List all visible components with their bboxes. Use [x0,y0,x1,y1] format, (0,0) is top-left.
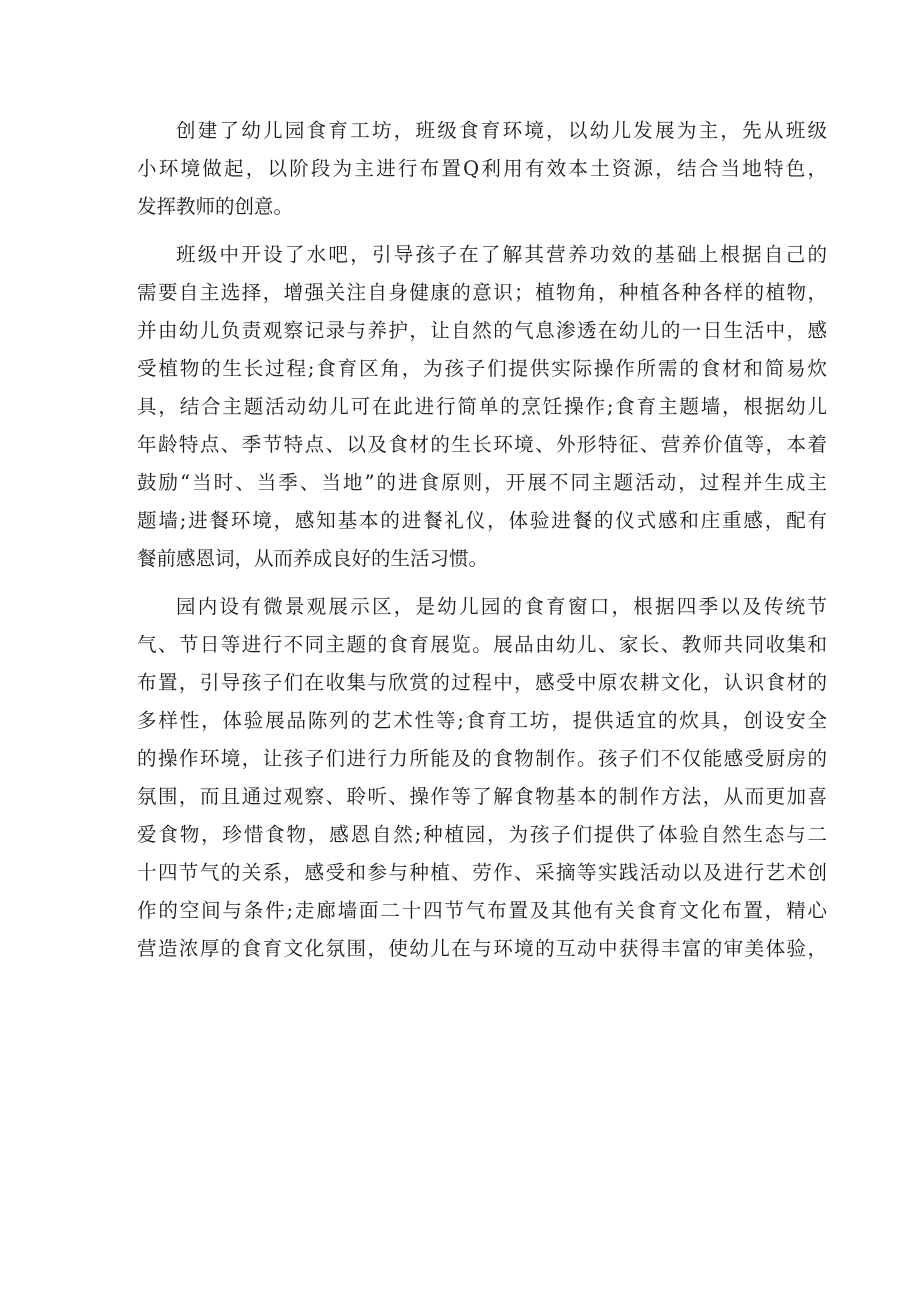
paragraph-line: 鼓励“当时、当季、当地”的进食原则，开展不同主题活动，过程并生成主 [137,471,827,494]
paragraph-line: 作的空间与条件;走廊墙面二十四节气布置及其他有关食育文化布置，精心 [137,899,827,922]
paragraph-line: 年龄特点、季节特点、以及食材的生长环境、外形特征、营养价值等，本着 [137,433,827,456]
paragraph-line: 十四节气的关系，感受和参与种植、劳作、采摘等实践活动以及进行艺术创 [137,861,827,884]
paragraph-line: 发挥教师的创意。 [137,195,294,218]
paragraph-line: 创建了幼儿园食育工坊，班级食育环境，以幼儿发展为主，先从班级 [176,119,827,142]
paragraph-line: 气、节日等进行不同主题的食育展览。展品由幼儿、家长、教师共同收集和 [137,633,827,656]
paragraph-line: 营造浓厚的食育文化氛围，使幼儿在与环境的互动中获得丰富的审美体验， [137,937,827,960]
paragraph-line: 布置，引导孩子们在收集与欣赏的过程中，感受中原农耕文化，认识食材的 [137,671,827,694]
paragraph-1 [137,112,827,226]
paragraph-line: 的操作环境，让孩子们进行力所能及的食物制作。孩子们不仅能感受厨房的 [137,747,827,770]
paragraph-line: 需要自主选择，增强关注自身健康的意识；植物角，种植各种各样的植物， [137,281,827,304]
document-body [137,112,827,968]
paragraph-line: 多样性，体验展品陈列的艺术性等;食育工坊，提供适宜的炊具，创设安全 [137,709,827,732]
paragraph-line: 班级中开设了水吧，引导孩子在了解其营养功效的基础上根据自己的 [176,243,827,266]
paragraph-line: 园内设有微景观展示区，是幼儿园的食育窗口，根据四季以及传统节 [176,595,827,618]
paragraph-line: 小环境做起，以阶段为主进行布置Q利用有效本土资源，结合当地特色， [137,157,827,180]
paragraph-line: 题墙;进餐环境，感知基本的进餐礼仪，体验进餐的仪式感和庄重感，配有 [137,509,827,532]
paragraph-line: 受植物的生长过程;食育区角，为孩子们提供实际操作所需的食材和简易炊 [137,357,827,380]
paragraph-2 [137,236,827,578]
paragraph-spacer [137,226,827,236]
paragraph-line: 氛围，而且通过观察、聆听、操作等了解食物基本的制作方法，从而更加喜 [137,785,827,808]
paragraph-line: 爱食物，珍惜食物，感恩自然;种植园，为孩子们提供了体验自然生态与二 [137,823,827,846]
paragraph-line: 具，结合主题活动幼儿可在此进行简单的烹饪操作;食育主题墙，根据幼儿 [137,395,827,418]
paragraph-line: 餐前感恩词，从而养成良好的生活习惯。 [137,547,489,570]
paragraph-3 [137,588,827,968]
paragraph-spacer [137,578,827,588]
paragraph-line: 并由幼儿负责观察记录与养护，让自然的气息渗透在幼儿的一日生活中，感 [137,319,827,342]
